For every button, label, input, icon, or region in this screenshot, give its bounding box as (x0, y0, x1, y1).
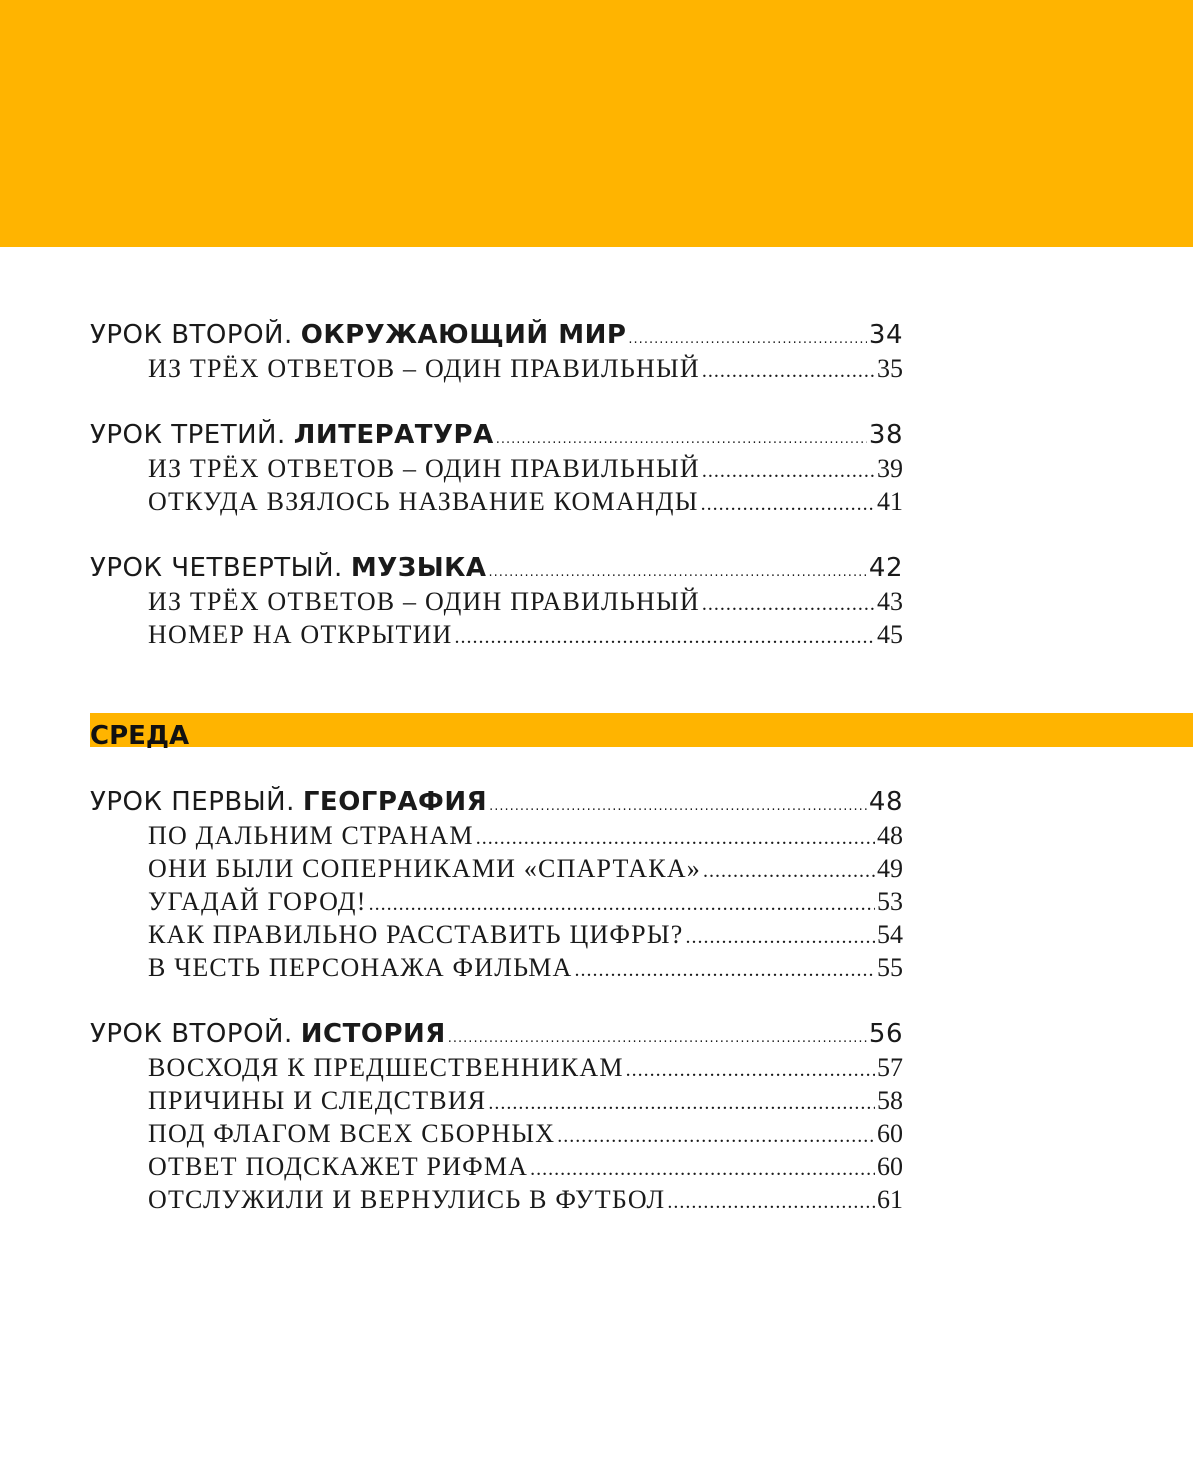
toc-entry-row[interactable] (90, 852, 903, 885)
toc-entry-row[interactable] (90, 885, 903, 918)
dot-leader (702, 355, 875, 388)
toc-entry-row[interactable] (90, 585, 903, 618)
lesson-spacer (90, 385, 903, 418)
dot-leader (455, 621, 875, 654)
lesson-prefix: УРОК ТРЕТИЙ. (90, 420, 286, 450)
lesson-block (90, 785, 903, 984)
lesson-subject: ГЕОГРАФИЯ (302, 787, 488, 817)
page-number: 39 (877, 454, 903, 483)
dot-leader (489, 790, 867, 824)
lesson-block (90, 551, 903, 651)
toc-entry-row[interactable] (90, 918, 903, 951)
toc-entry-label: ПО ДАЛЬНИМ СТРАНАМ (148, 821, 474, 850)
lesson-subject: МУЗЫКА (350, 553, 487, 583)
page-number: 48 (877, 821, 903, 850)
dot-leader (685, 921, 875, 954)
toc-entry-row[interactable] (90, 1183, 903, 1216)
dot-leader (557, 1120, 875, 1153)
page-number: 53 (877, 887, 903, 916)
dot-leader (369, 888, 875, 921)
toc-entry-row[interactable] (90, 352, 903, 385)
page-number: 38 (868, 420, 903, 450)
dot-leader (703, 855, 875, 888)
dot-leader (667, 1186, 875, 1219)
top-accent-band (0, 0, 1193, 247)
table-of-contents-part-2 (90, 785, 903, 1216)
page-number: 55 (877, 953, 903, 982)
lesson-block (90, 418, 903, 518)
toc-entry-label: ОТКУДА ВЗЯЛОСЬ НАЗВАНИЕ КОМАНДЫ (148, 487, 699, 516)
dot-leader (701, 488, 875, 521)
page-number: 49 (877, 854, 903, 883)
day-section-band (90, 713, 1193, 747)
toc-entry-label: ОНИ БЫЛИ СОПЕРНИКАМИ «СПАРТАКА» (148, 854, 701, 883)
page-number: 35 (877, 354, 903, 383)
lesson-block (90, 318, 903, 385)
toc-entry-label: ИЗ ТРЁХ ОТВЕТОВ – ОДИН ПРАВИЛЬНЫЙ (148, 587, 700, 616)
dot-leader (530, 1153, 875, 1186)
toc-entry-label: ОТСЛУЖИЛИ И ВЕРНУЛИСЬ В ФУТБОЛ (148, 1185, 666, 1214)
lesson-subject: ИСТОРИЯ (300, 1019, 446, 1049)
table-of-contents-part-1 (90, 318, 903, 651)
lesson-block (90, 1017, 903, 1216)
toc-entry-label: КАК ПРАВИЛЬНО РАССТАВИТЬ ЦИФРЫ? (148, 920, 684, 949)
dot-leader (702, 455, 875, 488)
page-number: 42 (868, 553, 903, 583)
toc-entry-label: ПРИЧИНЫ И СЛЕДСТВИЯ (148, 1086, 487, 1115)
page-number: 34 (868, 320, 903, 350)
toc-entry-row[interactable] (90, 452, 903, 485)
toc-entry-label: ПОД ФЛАГОМ ВСЕХ СБОРНЫХ (148, 1119, 556, 1148)
day-heading: СРЕДА (90, 721, 190, 751)
lesson-spacer (90, 518, 903, 551)
page-number: 41 (877, 487, 903, 516)
dot-leader (488, 1087, 875, 1120)
lesson-heading-row[interactable] (90, 785, 903, 819)
dot-leader (575, 954, 876, 987)
lesson-heading-row[interactable] (90, 1017, 903, 1051)
page-number: 60 (877, 1152, 903, 1181)
toc-entry-row[interactable] (90, 819, 903, 852)
lesson-spacer (90, 984, 903, 1017)
toc-entry-row[interactable] (90, 485, 903, 518)
lesson-subject: ОКРУЖАЮЩИЙ МИР (300, 320, 627, 350)
toc-entry-label: ОТВЕТ ПОДСКАЖЕТ РИФМА (148, 1152, 529, 1181)
toc-entry-label: В ЧЕСТЬ ПЕРСОНАЖА ФИЛЬМА (148, 953, 573, 982)
toc-entry-row[interactable] (90, 618, 903, 651)
lesson-subject: ЛИТЕРАТУРА (293, 420, 494, 450)
dot-leader (702, 588, 875, 621)
dot-leader (476, 822, 875, 855)
page-number: 48 (868, 787, 903, 817)
lesson-prefix: УРОК ВТОРОЙ. (90, 320, 293, 350)
lesson-prefix: УРОК ЧЕТВЕРТЫЙ. (90, 553, 343, 583)
page-number: 56 (868, 1019, 903, 1049)
page-number: 58 (877, 1086, 903, 1115)
lesson-heading-row[interactable] (90, 318, 903, 352)
toc-entry-label: ВОСХОДЯ К ПРЕДШЕСТВЕННИКАМ (148, 1053, 624, 1082)
lesson-heading-row[interactable] (90, 418, 903, 452)
lesson-prefix: УРОК ПЕРВЫЙ. (90, 787, 295, 817)
page-number: 54 (877, 920, 903, 949)
toc-entry-row[interactable] (90, 951, 903, 984)
toc-entry-label: УГАДАЙ ГОРОД! (148, 887, 367, 916)
toc-entry-label: НОМЕР НА ОТКРЫТИИ (148, 620, 453, 649)
toc-entry-label: ИЗ ТРЁХ ОТВЕТОВ – ОДИН ПРАВИЛЬНЫЙ (148, 454, 700, 483)
toc-entry-row[interactable] (90, 1117, 903, 1150)
dot-leader (626, 1054, 875, 1087)
toc-entry-row[interactable] (90, 1051, 903, 1084)
page-number: 57 (877, 1053, 903, 1082)
lesson-prefix: УРОК ВТОРОЙ. (90, 1019, 293, 1049)
page-number: 45 (877, 620, 903, 649)
toc-entry-label: ИЗ ТРЁХ ОТВЕТОВ – ОДИН ПРАВИЛЬНЫЙ (148, 354, 700, 383)
lesson-heading-row[interactable] (90, 551, 903, 585)
toc-entry-row[interactable] (90, 1150, 903, 1183)
page-number: 43 (877, 587, 903, 616)
toc-entry-row[interactable] (90, 1084, 903, 1117)
page-number: 61 (877, 1185, 903, 1214)
page-number: 60 (877, 1119, 903, 1148)
